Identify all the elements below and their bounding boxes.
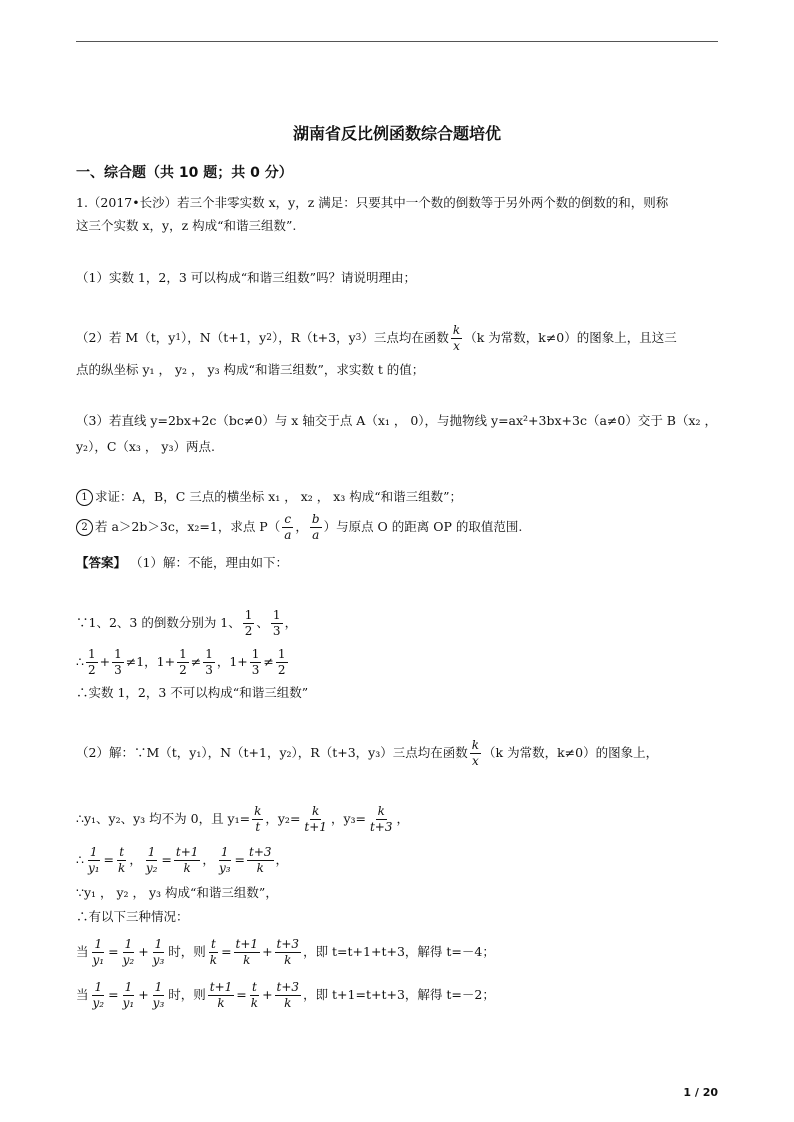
numerator: k [471, 737, 480, 752]
fraction-1-2 [276, 648, 288, 676]
text: ， [275, 851, 289, 867]
answer-part2-line4: ∵y₁ ， y₂ ， y₃ 构成“和谐三组数”， [76, 885, 278, 900]
text: 当 [76, 986, 89, 1002]
denominator: y₂ [122, 952, 135, 967]
denominator: k [118, 860, 126, 875]
answer-line4: ∴实数 1，2，3 不可以构成“和谐三组数” [76, 685, 309, 700]
numerator: t+1 [209, 979, 233, 994]
fraction-k-over-t1 [302, 805, 329, 833]
fraction-1-3 [203, 648, 215, 676]
fraction-b-over-a [310, 513, 322, 541]
numerator: 1 [272, 607, 281, 622]
text: （1）解：不能，理由如下： [130, 555, 288, 570]
numerator: 1 [205, 646, 213, 661]
text: ，y₂= [265, 810, 301, 826]
numerator: 1 [220, 844, 229, 859]
text: 若 a＞2b＞3c，x₂=1，求点 P（ [95, 518, 281, 534]
numerator: 1 [87, 646, 96, 661]
text: = [161, 851, 172, 867]
numerator: t+1 [175, 844, 199, 859]
numerator: k [377, 803, 385, 818]
text: + [138, 943, 149, 959]
circled-number-1: 1 [76, 489, 93, 506]
fraction-t3-over-k [275, 981, 302, 1009]
text: ），N（t+1，y [181, 329, 267, 345]
text: = [108, 943, 119, 959]
fraction-1-3 [271, 609, 283, 637]
fraction-1-3 [112, 648, 124, 676]
text: 时，则 [168, 986, 206, 1002]
text: （2）解：∵M（t，y₁），N（t+1，y₂），R（t+3，y₃）三点均在函数 [76, 744, 468, 760]
sub: 1 [175, 332, 182, 343]
answer-line1 [76, 557, 288, 570]
text: 求证：A，B，C 三点的横坐标 x₁ ， x₂ ， x₃ 构成“和谐三组数”； [95, 489, 463, 504]
text: ， [396, 810, 410, 826]
denominator: x [453, 338, 460, 353]
text: = [108, 986, 119, 1002]
numerator: 1 [89, 844, 98, 859]
denominator: y₂ [92, 995, 105, 1010]
fraction-1-over-y1 [91, 938, 107, 966]
denominator: y₁ [122, 995, 135, 1010]
denominator: k [256, 860, 264, 875]
fraction-t-over-k [116, 846, 127, 874]
text: ≠ [190, 653, 202, 669]
text: ）三点均在函数 [361, 329, 449, 345]
text: + [262, 943, 273, 959]
fraction-t3-over-k [275, 938, 302, 966]
denominator: 3 [272, 623, 281, 638]
fraction-t1-over-k [234, 938, 261, 966]
denominator: k [250, 995, 259, 1010]
numerator: 1 [94, 979, 103, 994]
text: = [234, 851, 246, 867]
q1-sub1 [76, 489, 462, 506]
denominator: 2 [277, 662, 286, 677]
numerator: 1 [94, 936, 103, 951]
numerator: t+1 [235, 936, 259, 951]
text: ），R（t+3，y [271, 329, 356, 345]
section-heading: 一、综合题（共 10 题；共 0 分） [76, 165, 293, 181]
answer-part2-line2 [76, 801, 409, 837]
numerator: t [119, 844, 125, 859]
denominator: a [284, 527, 292, 542]
denominator: y₃ [218, 860, 231, 875]
denominator: 3 [205, 662, 213, 677]
answer-case2 [76, 977, 495, 1013]
q1-intro-line2: 这三个实数 x，y，z 构成“和谐三组数”. [76, 218, 297, 233]
fraction-k-over-t [252, 805, 263, 833]
numerator: b [311, 511, 320, 526]
answer-line2 [76, 605, 297, 641]
denominator: k [217, 995, 225, 1010]
numerator: 1 [251, 646, 260, 661]
fraction-1-over-y2 [121, 938, 137, 966]
text: （k 为常数，k≠0）的图象上，且这三 [464, 329, 677, 345]
denominator: y₁ [87, 860, 100, 875]
text: （2）若 M（t，y [76, 329, 176, 345]
fraction-t3-over-k [247, 846, 274, 874]
denominator: y₂ [145, 860, 158, 875]
denominator: k [183, 860, 191, 875]
answer-case1 [76, 934, 495, 970]
fraction-c-over-a [282, 513, 293, 541]
denominator: 2 [179, 662, 187, 677]
answer-part2-line3 [76, 842, 288, 878]
text: + [262, 986, 273, 1002]
page-number: 1 / 20 [683, 1086, 718, 1099]
fraction-1-2 [243, 609, 255, 637]
answer-label: 【答案】 [76, 555, 127, 570]
fraction-k-over-x [470, 739, 481, 767]
answer-part2-line1 [76, 735, 658, 771]
text: ∴ [76, 851, 84, 867]
numerator: t+3 [276, 936, 300, 951]
numerator: c [284, 511, 292, 526]
denominator: y₃ [152, 995, 165, 1010]
fraction-1-2 [177, 648, 189, 676]
fraction-1-2 [86, 648, 98, 676]
q1-part3-line1: （3）若直线 y=2bx+2c（bc≠0）与 x 轴交于点 A（x₁ ， 0），与抛物线 y=ax²+3bx+3c（a≠0）交于 B（x₂ ， [76, 413, 718, 428]
fraction-1-over-y3 [151, 981, 167, 1009]
text: ∵1、2、3 的倒数分别为 1、 [76, 614, 241, 630]
q1-sub2 [76, 509, 522, 545]
text: ，即 t+1=t+t+3，解得 t=－2； [303, 986, 495, 1002]
denominator: a [312, 527, 320, 542]
fraction-1-over-y3 [151, 938, 167, 966]
numerator: 1 [244, 607, 253, 622]
denominator: y₁ [92, 952, 105, 967]
numerator: t+3 [276, 979, 300, 994]
denominator: x [472, 753, 479, 768]
denominator: k [243, 952, 251, 967]
denominator: k [209, 952, 218, 967]
fraction-t1-over-k [174, 846, 201, 874]
text: ∴y₁、y₂、y₃ 均不为 0，且 y₁= [76, 810, 251, 826]
text: ， [284, 614, 298, 630]
numerator: 1 [124, 979, 133, 994]
fraction-1-over-y3 [217, 846, 233, 874]
q1-intro-line1: 1.（2017•长沙）若三个非零实数 x，y，z 满足：只要其中一个数的倒数等于另外两个数的倒数的和，则称 [76, 195, 669, 210]
numerator: 1 [124, 936, 133, 951]
text: + [99, 653, 111, 669]
fraction-1-over-y1 [121, 981, 137, 1009]
denominator: y₃ [152, 952, 165, 967]
text: 当 [76, 943, 89, 959]
text: = [221, 943, 232, 959]
text: ， [295, 518, 308, 534]
fraction-k-over-t3 [368, 805, 395, 833]
numerator: t+3 [249, 844, 272, 859]
q1-part2-line1 [76, 320, 677, 356]
text: = [236, 986, 247, 1002]
page-title: 湖南省反比例函数综合题培优 [292, 124, 501, 143]
numerator: t [211, 936, 216, 951]
fraction-1-over-y2 [91, 981, 107, 1009]
sub: 2 [266, 332, 272, 343]
denominator: 3 [114, 662, 122, 677]
text: + [138, 986, 149, 1002]
text: ，即 t=t+1+t+3，解得 t=－4； [303, 943, 495, 959]
text: ≠1，1+ [125, 653, 176, 669]
fraction-1-3 [250, 648, 262, 676]
denominator: 2 [87, 662, 96, 677]
text: ≠ [263, 653, 274, 669]
text: ）与原点 O 的距离 OP 的取值范围. [323, 518, 523, 534]
q1-part1: （1）实数 1，2，3 可以构成“和谐三组数”吗？请说明理由； [76, 270, 417, 285]
numerator: 1 [154, 936, 163, 951]
numerator: 1 [154, 979, 163, 994]
text: ，1+ [216, 653, 248, 669]
text: ，y₃= [330, 810, 366, 826]
circled-number-2: 2 [76, 519, 93, 536]
fraction-t1-over-k [208, 981, 235, 1009]
header-rule [76, 41, 718, 42]
text: （k 为常数，k≠0）的图象上， [483, 744, 659, 760]
numerator: k [452, 322, 461, 337]
q1-part3-line2: y₂），C（x₃ ， y₃）两点. [76, 439, 215, 454]
fraction-1-over-y2 [144, 846, 160, 874]
text: 、 [256, 614, 269, 630]
numerator: k [312, 803, 320, 818]
numerator: 1 [114, 646, 122, 661]
denominator: k [284, 952, 292, 967]
fraction-t-over-k [208, 938, 219, 966]
denominator: 2 [244, 623, 253, 638]
numerator: t [252, 979, 257, 994]
text: ， [129, 851, 142, 867]
text: = [103, 851, 115, 867]
fraction-1-over-y1 [86, 846, 102, 874]
answer-line3 [76, 644, 290, 680]
text: ， [202, 851, 215, 867]
denominator: t+1 [304, 819, 327, 834]
text: ∴ [76, 653, 84, 669]
text: 时，则 [168, 943, 206, 959]
denominator: t [255, 819, 261, 834]
answer-part2-line5: ∴有以下三种情况： [76, 909, 189, 924]
denominator: k [284, 995, 292, 1010]
denominator: 3 [251, 662, 260, 677]
numerator: 1 [179, 646, 187, 661]
fraction-t-over-k [249, 981, 260, 1009]
sub: 3 [355, 332, 362, 343]
q1-part2-line2: 点的纵坐标 y₁ ， y₂ ， y₃ 构成“和谐三组数”，求实数 t 的值； [76, 362, 425, 377]
numerator: k [254, 803, 262, 818]
numerator: 1 [147, 844, 156, 859]
fraction-k-over-x [451, 324, 462, 352]
denominator: t+3 [369, 819, 393, 834]
numerator: 1 [277, 646, 286, 661]
